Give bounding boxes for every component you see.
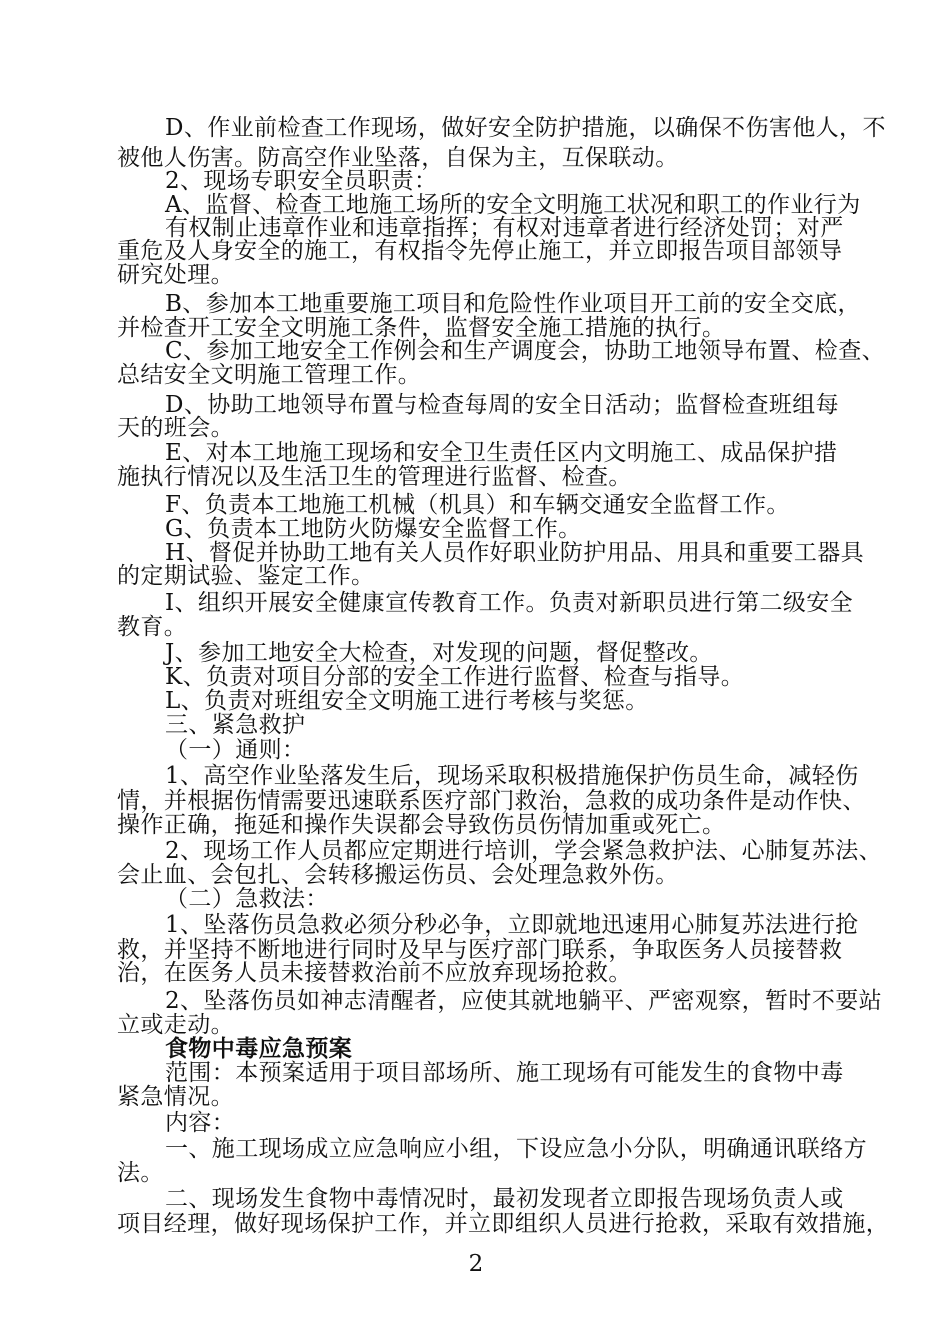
- text-line: 施执行情况以及生活卫生的管理进行监督、检查。: [117, 464, 632, 490]
- text-line: 1、高空作业坠落发生后，现场采取积极措施保护伤员生命，减轻伤: [165, 763, 859, 789]
- text-line: D、作业前检查工作现场，做好安全防护措施，以确保不伤害他人，不: [165, 115, 886, 141]
- text-line: 并检查开工安全文明施工条件，监督安全施工措施的执行。: [117, 315, 726, 341]
- text-line: E、对本工地施工现场和安全卫生责任区内文明施工、成品保护措: [165, 440, 838, 466]
- text-line: 二、现场发生食物中毒情况时，最初发现者立即报告现场负责人或: [165, 1186, 844, 1212]
- text-line: 的定期试验、鉴定工作。: [117, 563, 375, 589]
- text-line: 一、施工现场成立应急响应小组，下设应急小分队，明确通讯联络方: [165, 1136, 867, 1162]
- text-line: D、协助工地领导布置与检查每周的安全日活动；监督检查班组每: [165, 392, 840, 418]
- text-line: B、参加本工地重要施工项目和危险性作业项目开工前的安全交底，: [165, 291, 861, 317]
- text-line: 2、现场工作人员都应定期进行培训，学会紧急救护法、心肺复苏法、: [165, 838, 883, 864]
- text-line: 天的班会。: [117, 415, 234, 441]
- text-line: A、监督、检查工地施工场所的安全文明施工状况和职工的作业行为: [165, 192, 861, 218]
- text-line: 治，在医务人员未接替救治前不应放弃现场抢救。: [117, 960, 632, 986]
- subsection-heading: （二）急救法：: [165, 886, 329, 912]
- text-line: 2、坠落伤员如神志清醒者，应使其就地躺平、严密观察，暂时不要站: [165, 988, 883, 1014]
- text-line: F、负责本工地施工机械（机具）和车辆交通安全监督工作。: [165, 492, 790, 518]
- text-line: 1、坠落伤员急救必须分秒必争，立即就地迅速用心肺复苏法进行抢: [165, 912, 859, 938]
- text-line: 内容：: [165, 1110, 236, 1136]
- text-line: K、负责对项目分部的安全工作进行监督、检查与指导。: [165, 664, 745, 690]
- text-line: 范围：本预案适用于项目部场所、施工现场有可能发生的食物中毒: [165, 1060, 844, 1086]
- page-number: 2: [468, 1251, 484, 1277]
- text-line: G、负责本工地防火防爆安全监督工作。: [165, 516, 582, 542]
- text-line: 紧急情况。: [117, 1084, 234, 1110]
- text-line: 2、现场专职安全员职责：: [165, 168, 438, 194]
- text-line: 被他人伤害。防高空作业坠落，自保为主，互保联动。: [117, 145, 679, 171]
- text-line: 立或走动。: [117, 1012, 234, 1038]
- text-line: J、参加工地安全大检查，对发现的问题，督促整改。: [165, 640, 713, 666]
- text-line: 法。: [117, 1160, 164, 1186]
- section-heading: 三、紧急救护: [165, 712, 306, 738]
- text-line: L、负责对班组安全文明施工进行考核与奖惩。: [165, 688, 649, 714]
- text-line: 会止血、会包扎、会转移搬运伤员、会处理急救外伤。: [117, 862, 679, 888]
- text-line: I、组织开展安全健康宣传教育工作。负责对新职员进行第二级安全: [165, 590, 854, 616]
- subsection-heading: （一）通则：: [165, 737, 306, 763]
- text-line: 操作正确，拖延和操作失误都会导致伤员伤情加重或死亡。: [117, 812, 726, 838]
- text-line: C、参加工地安全工作例会和生产调度会，协助工地领导布置、检查、: [165, 338, 885, 364]
- text-line: 情，并根据伤情需要迅速联系医疗部门救治，急救的成功条件是动作快、: [117, 788, 866, 814]
- text-line: 研究处理。: [117, 262, 234, 288]
- text-line: H、督促并协助工地有关人员作好职业防护用品、用具和重要工器具: [165, 540, 865, 566]
- text-line: 总结安全文明施工管理工作。: [117, 362, 422, 388]
- text-line: 救，并坚持不断地进行同时及早与医疗部门联系，争取医务人员接替救: [117, 937, 843, 963]
- text-line: 有权制止违章作业和违章指挥；有权对违章者进行经济处罚；对严: [165, 215, 844, 241]
- text-line: 重危及人身安全的施工，有权指令先停止施工，并立即报告项目部领导: [117, 238, 843, 264]
- section-title: 食物中毒应急预案: [165, 1035, 353, 1062]
- text-line: 教育。: [117, 614, 188, 640]
- text-line: 项目经理，做好现场保护工作，并立即组织人员进行抢救，采取有效措施，: [117, 1211, 890, 1237]
